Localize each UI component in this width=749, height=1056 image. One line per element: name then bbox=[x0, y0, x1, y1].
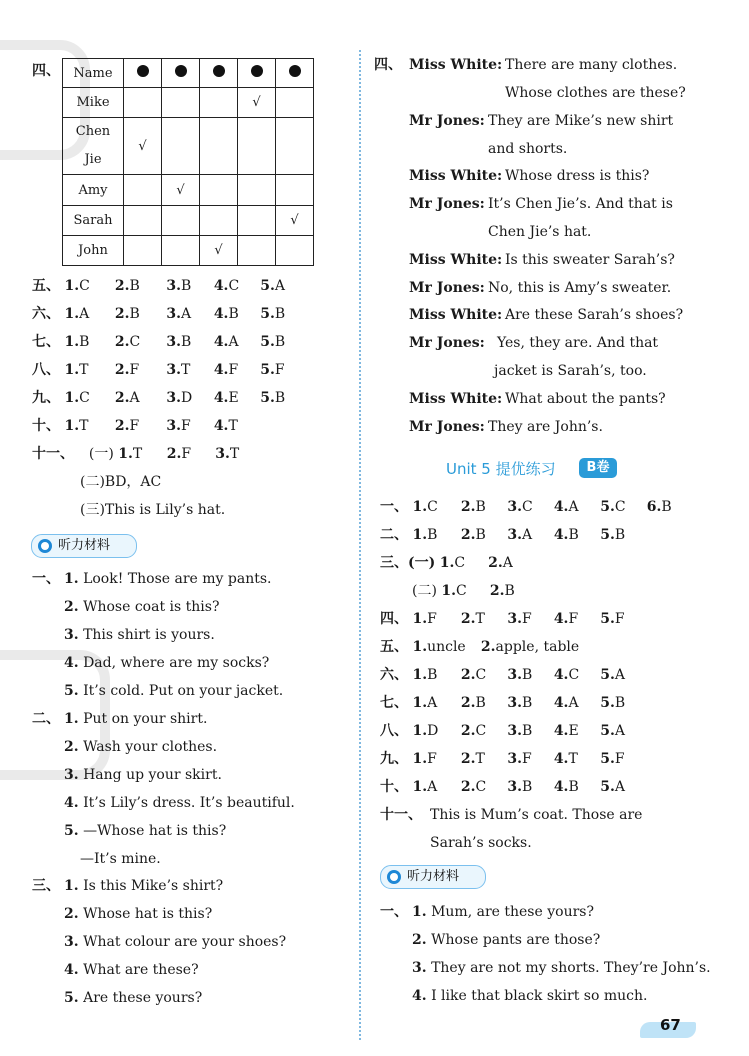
q4-label: 四、 bbox=[374, 57, 402, 73]
listening-line: 2. Whose pants are those? bbox=[412, 932, 601, 948]
q11-line: This is Mum’s coat. Those are bbox=[430, 807, 643, 823]
q11-label: 十一、 bbox=[380, 807, 422, 823]
answer-row: 五、 1.C 2.B 3.B 4.C 5.A bbox=[32, 278, 286, 294]
grid-check: √ bbox=[200, 236, 238, 266]
q11-part2: (二)BD，AC bbox=[80, 474, 162, 490]
dialogue-speaker: Miss White: bbox=[409, 391, 503, 407]
listening-line: 2. Wash your clothes. bbox=[64, 739, 218, 755]
dot-icon bbox=[289, 65, 301, 77]
dialogue-speaker: Mr Jones: bbox=[409, 335, 485, 351]
listening-line: 2. Whose hat is this? bbox=[64, 906, 213, 922]
dialogue-speaker: Miss White: bbox=[409, 168, 503, 184]
answer-row: 三、(一) 1.C 2.A bbox=[380, 555, 513, 571]
dialogue-line: They are Mike’s new shirt bbox=[488, 113, 674, 129]
name-clothes-grid bbox=[62, 58, 314, 266]
grid-check: √ bbox=[124, 118, 162, 175]
q11-part3: (三)This is Lily’s hat. bbox=[80, 502, 226, 518]
q4-label: 四、 bbox=[32, 63, 60, 79]
q11-row: 十一、 (一) 1.T 2.F 3.T bbox=[32, 446, 240, 462]
listening-line: 1. Mum, are these yours? bbox=[412, 904, 594, 920]
listening-material-header: 听力材料 bbox=[31, 534, 137, 558]
answer-row: 十、 1.A 2.C 3.B 4.B 5.A bbox=[380, 779, 626, 795]
dot-icon bbox=[251, 65, 263, 77]
listening-line: 4. Dad, where are my socks? bbox=[64, 655, 270, 671]
listening-section-label: 一、 bbox=[380, 904, 408, 920]
dot-icon bbox=[175, 65, 187, 77]
dialogue-speaker: Miss White: bbox=[409, 57, 503, 73]
dialogue-line: Whose clothes are these? bbox=[505, 85, 686, 101]
dialogue-line: jacket is Sarah’s, too. bbox=[494, 363, 647, 379]
listening-line: 3. Hang up your skirt. bbox=[64, 767, 222, 783]
answer-row: 八、 1.T 2.F 3.T 4.F 5.F bbox=[32, 362, 285, 378]
grid-header-name: Name bbox=[63, 59, 124, 88]
dialogue-speaker: Mr Jones: bbox=[409, 113, 485, 129]
listening-line: 3. This shirt is yours. bbox=[64, 627, 215, 643]
answer-row: 七、 1.B 2.C 3.B 4.A 5.B bbox=[32, 334, 286, 350]
dialogue-line: Yes, they are. And that bbox=[497, 335, 659, 351]
grid-name-mike: Mike bbox=[63, 88, 124, 118]
listening-line: 1. Look! Those are my pants. bbox=[64, 571, 272, 587]
listening-section-label: 三、 bbox=[32, 878, 60, 894]
dialogue-line: They are John’s. bbox=[488, 419, 603, 435]
dialogue-speaker: Mr Jones: bbox=[409, 280, 485, 296]
dialogue-speaker: Miss White: bbox=[409, 307, 503, 323]
listening-line: 4. It’s Lily’s dress. It’s beautiful. bbox=[64, 795, 295, 811]
dialogue-line: There are many clothes. bbox=[505, 57, 678, 73]
answer-row: 四、 1.F 2.T 3.F 4.F 5.F bbox=[380, 611, 625, 627]
column-divider bbox=[359, 50, 361, 1040]
answer-row: 七、 1.A 2.B 3.B 4.A 5.B bbox=[380, 695, 626, 711]
listening-line: 5. Are these yours? bbox=[64, 990, 203, 1006]
answer-row: 五、 1.uncle 2.apple, table bbox=[380, 639, 580, 655]
listening-line: 2. Whose coat is this? bbox=[64, 599, 220, 615]
listening-line: 5. It’s cold. Put on your jacket. bbox=[64, 683, 284, 699]
listening-line: 3. What colour are your shoes? bbox=[64, 934, 287, 950]
listening-line: 5. —Whose hat is this? bbox=[64, 823, 227, 839]
listening-line: 1. Is this Mike’s shirt? bbox=[64, 878, 224, 894]
dialogue-line: Is this sweater Sarah’s? bbox=[505, 252, 675, 268]
listening-line: 4. I like that black skirt so much. bbox=[412, 988, 648, 1004]
grid-check: √ bbox=[238, 88, 276, 118]
listening-line: 1. Put on your shirt. bbox=[64, 711, 208, 727]
answer-row: 一、 1.C 2.B 3.C 4.A 5.C 6.B bbox=[380, 499, 672, 515]
listening-material-header: 听力材料 bbox=[380, 865, 486, 889]
listening-line: 4. What are these? bbox=[64, 962, 199, 978]
dialogue-speaker: Mr Jones: bbox=[409, 419, 485, 435]
q11-line: Sarah’s socks. bbox=[430, 835, 532, 851]
dialogue-line: What about the pants? bbox=[505, 391, 666, 407]
dialogue-line: Whose dress is this? bbox=[505, 168, 650, 184]
answer-row: 六、 1.A 2.B 3.A 4.B 5.B bbox=[32, 306, 286, 322]
unit-title: Unit 5 提优练习 bbox=[446, 460, 556, 478]
page-number-badge bbox=[640, 1016, 696, 1040]
listening-section-label: 二、 bbox=[32, 711, 60, 727]
answer-row: 八、 1.D 2.C 3.B 4.E 5.A bbox=[380, 723, 626, 739]
listening-line: 3. They are not my shorts. They’re John’s. bbox=[412, 960, 711, 976]
listening-line: —It’s mine. bbox=[80, 851, 161, 867]
answer-row: 二、 1.B 2.B 3.A 4.B 5.B bbox=[380, 527, 626, 543]
dot-icon bbox=[213, 65, 225, 77]
dialogue-line: No, this is Amy’s sweater. bbox=[488, 280, 672, 296]
dialogue-line: and shorts. bbox=[488, 141, 568, 157]
listening-section-label: 一、 bbox=[32, 571, 60, 587]
dialogue-line: It’s Chen Jie’s. And that is bbox=[488, 196, 673, 212]
page-number: 67 bbox=[660, 1016, 681, 1034]
grid-check: √ bbox=[162, 175, 200, 206]
grid-name-john: John bbox=[63, 236, 124, 266]
answer-row: 六、 1.B 2.C 3.B 4.C 5.A bbox=[380, 667, 626, 683]
headphones-icon bbox=[38, 539, 52, 553]
grid-name-sarah: Sarah bbox=[63, 206, 124, 236]
dialogue-speaker: Miss White: bbox=[409, 252, 503, 268]
dialogue-line: Are these Sarah’s shoes? bbox=[505, 307, 684, 323]
dialogue-line: Chen Jie’s hat. bbox=[488, 224, 592, 240]
grid-check: √ bbox=[276, 206, 314, 236]
answer-row: (二) 1.C 2.B bbox=[412, 583, 515, 599]
grid-name-amy: Amy bbox=[63, 175, 124, 206]
answer-row: 九、 1.F 2.T 3.F 4.T 5.F bbox=[380, 751, 625, 767]
answer-row: 十、 1.T 2.F 3.F 4.T bbox=[32, 418, 238, 434]
unit-badge: B卷 bbox=[579, 458, 617, 478]
headphones-icon bbox=[387, 870, 401, 884]
dialogue-speaker: Mr Jones: bbox=[409, 196, 485, 212]
answer-row: 九、 1.C 2.A 3.D 4.E 5.B bbox=[32, 390, 286, 406]
dot-icon bbox=[137, 65, 149, 77]
grid-name-chen-jie: Chen Jie bbox=[63, 118, 124, 175]
